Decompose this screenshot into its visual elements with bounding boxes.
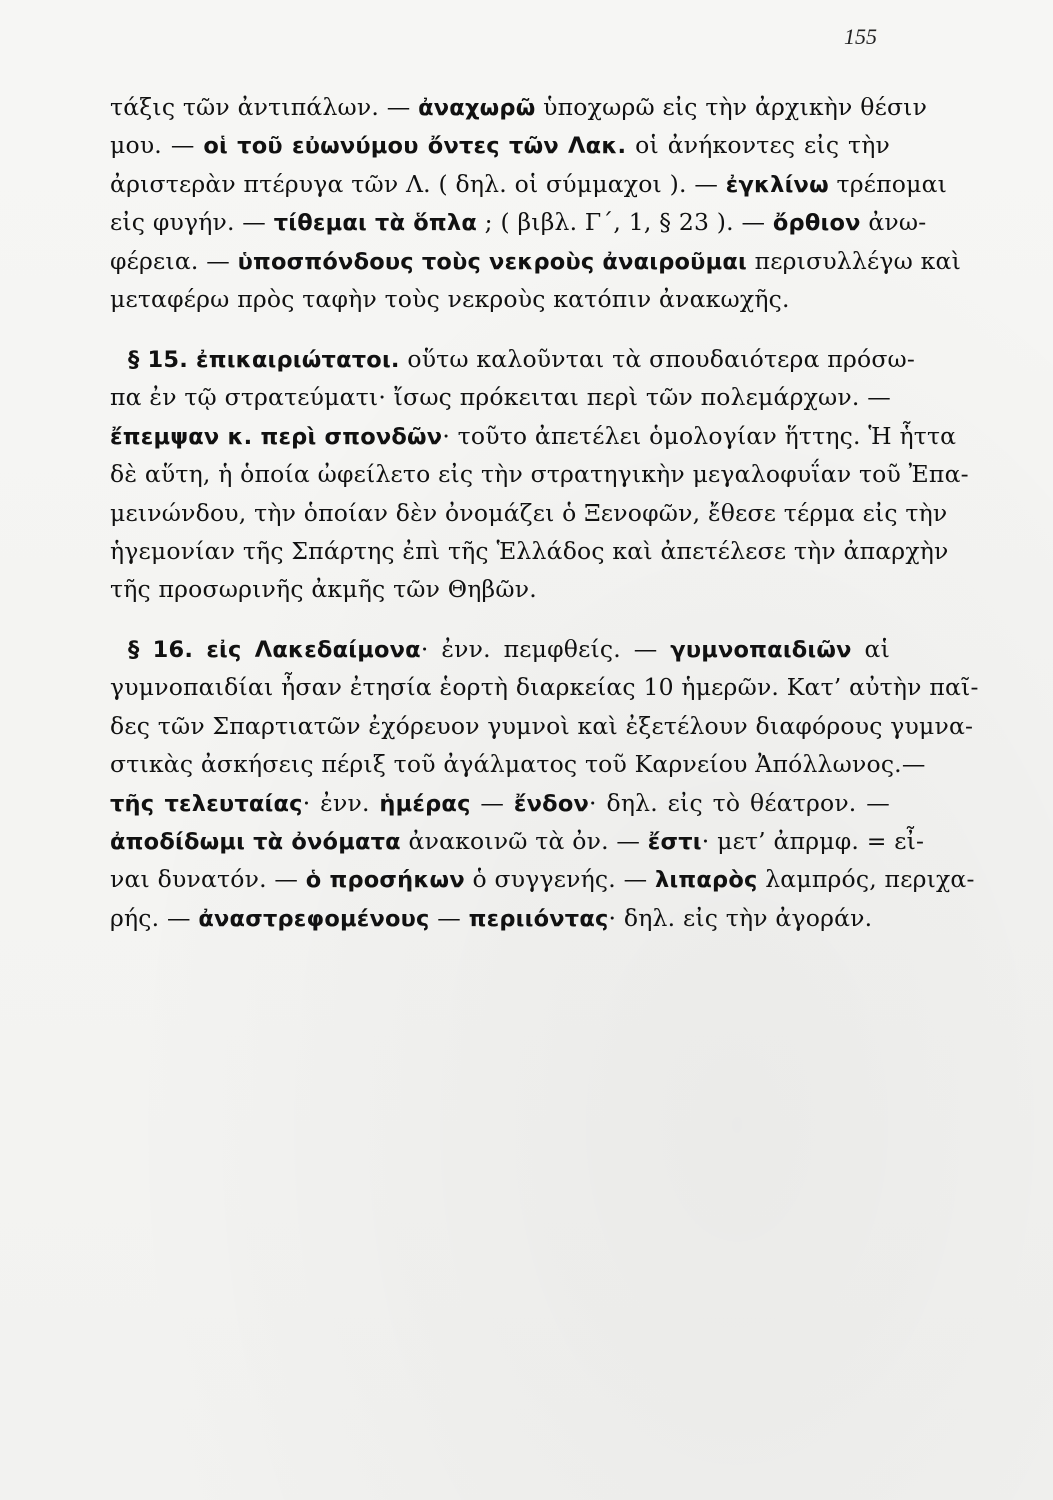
bold-lemma: λιπαρὸς [654,867,758,894]
text-line [110,532,949,570]
gloss-text: εἰς φυγήν. — [110,208,274,237]
gloss-text: τάξις τῶν ἀντιπάλων. — [110,93,419,121]
gloss-text: · ἐνν. [302,788,380,817]
bold-lemma: ἔπεμψαν κ. περὶ σπονδῶν [110,423,443,450]
bold-lemma: εἰς Λακεδαίμονα [206,637,421,663]
bold-lemma: ἀποδίδωμι τὰ ὀνόματα [110,828,401,855]
text-line [110,745,926,783]
bold-lemma: ὄρθιον [772,210,861,237]
gloss-text: δες τῶν Σπαρτιατῶν ἐχόρευον γυμνοὶ καὶ ἐξετέλουν διαφόρους γυμνα- [110,711,974,740]
gloss-text: ἀνω- [860,208,927,237]
gloss-text: αἱ [851,635,891,663]
bold-lemma: ὑποσπόνδους τοὺς νεκροὺς ἀναιροῦμαι [237,248,747,275]
gloss-text: δὲ αὕτη, ἡ ὁποία ὠφείλετο εἰς τὴν στρατηγικὴν μεγαλοφυΐαν τοῦ Ἐπα- [110,460,969,489]
gloss-text: πα ἐν τῷ στρατεύματι· ἴσως πρόκειται περὶ τῶν πολεμάρχων. — [110,383,891,412]
bold-lemma: ἡμέρας [379,790,471,817]
commentary-paragraph-section-15 [110,340,969,609]
gloss-text: · ἐνν. πεμφθείς. — [420,635,671,663]
text-line [110,126,890,164]
gloss-text: · τοῦτο ἀπετέλει ὁμολογίαν ἥττης. Ἡ ἧττα [442,421,957,450]
commentary-paragraph-1 [110,88,962,318]
bold-lemma: ἀναστρεφομένους [198,905,430,932]
gloss-text: μεταφέρω πρὸς ταφὴν τοὺς νεκροὺς κατόπιν ἀνακωχῆς. [110,284,790,313]
text-line [110,280,890,318]
text-line [110,899,890,937]
gloss-text: — [470,788,514,817]
bold-lemma: τῆς τελευταίας [110,790,303,817]
text-line [110,784,890,822]
text-line [110,630,890,668]
text-line [110,822,925,860]
bold-lemma: περιιόντας [468,905,609,932]
gloss-text: τῆς προσωρινῆς ἀκμῆς τῶν Θηβῶν. [110,575,537,604]
gloss-text: στικὰς ἀσκήσεις πέριξ τοῦ ἀγάλματος τοῦ Καρνείου Ἀπόλλωνος.— [110,750,926,779]
bold-lemma: ὁ προσήκων [305,867,465,894]
gloss-text: ὁ συγγενής. — [464,865,655,894]
bold-lemma: ἔνδον [513,790,590,817]
gloss-text: · δηλ. εἰς τὸ θέατρον. — [589,788,890,817]
gloss-text: — [429,903,469,932]
text-line [110,455,969,493]
gloss-text: οἱ ἀνήκοντες εἰς τὴν [626,131,890,160]
gloss-text: φέρεια. — [110,246,238,275]
bold-lemma: γυμνοπαιδιῶν [670,637,852,663]
gloss-text: ναι δυνατόν. — [110,865,306,894]
gloss-text: λαμπρός, περιχα- [757,865,975,894]
gloss-text: ρής. — [110,903,199,932]
bold-lemma: ἔστι [647,828,702,855]
text-line [110,378,890,416]
text-line [110,860,975,898]
text-line [110,340,916,378]
gloss-text: · μετ’ ἀπρμφ. = εἶ- [701,826,925,855]
gloss-text: τρέπομαι [828,169,948,198]
commentary-paragraph-section-16 [110,630,979,937]
gloss-text: ὑποχωρῶ εἰς τὴν ἀρχικὴν θέσιν [535,93,928,121]
gloss-text: μεινώνδου, τὴν ὁποίαν δὲν ὀνομάζει ὁ Ξενοφῶν, ἔθεσε τέρμα εἰς τὴν [110,498,948,527]
gloss-text: περισυλλέγω καὶ [746,246,962,275]
text-line [110,570,890,608]
bold-lemma: ἐπικαιριώτατοι. [195,347,400,373]
gloss-text: ἀνακοινῶ τὰ ὀν. — [400,826,648,855]
text-line [110,242,962,280]
text-line [110,88,928,126]
gloss-text: γυμνοπαιδίαι ἦσαν ἐτησία ἑορτὴ διαρκείας 10 ἡμερῶν. Κατ’ αὐτὴν παῖ- [110,673,979,702]
text-line [110,417,957,455]
gloss-text: ἡγεμονίαν τῆς Σπάρτης ἐπὶ τῆς Ἑλλάδος καὶ ἀπετέλεσε τὴν ἀπαρχὴν [110,536,949,565]
text-line [110,203,927,241]
bold-lemma: ἐγκλίνω [725,171,829,198]
text-line [110,707,974,745]
gloss-text: · δηλ. εἰς τὴν ἀγοράν. [608,903,873,932]
bold-lemma: ἀναχωρῶ [418,95,536,121]
bold-lemma: οἱ τοῦ εὐωνύμου ὄντες τῶν Λακ. [203,133,627,160]
text-line [110,668,979,706]
bold-lemma: § 15. [128,347,196,373]
text-line [110,494,948,532]
bold-lemma: § 16. [128,637,207,663]
gloss-text: ἀριστερὰν πτέρυγα τῶν Λ. ( δηλ. οἱ σύμμαχοι ). — [110,169,726,198]
bold-lemma: τίθεμαι τὰ ὅπλα [273,210,478,237]
gloss-text: οὕτω καλοῦνται τὰ σπουδαιότερα πρόσω- [399,345,916,373]
page-number: 155 [844,24,877,49]
gloss-text: ; ( βιβλ. Γ΄, 1, § 23 ). — [477,208,773,237]
gloss-text: μου. — [110,131,204,160]
text-line [110,165,948,203]
